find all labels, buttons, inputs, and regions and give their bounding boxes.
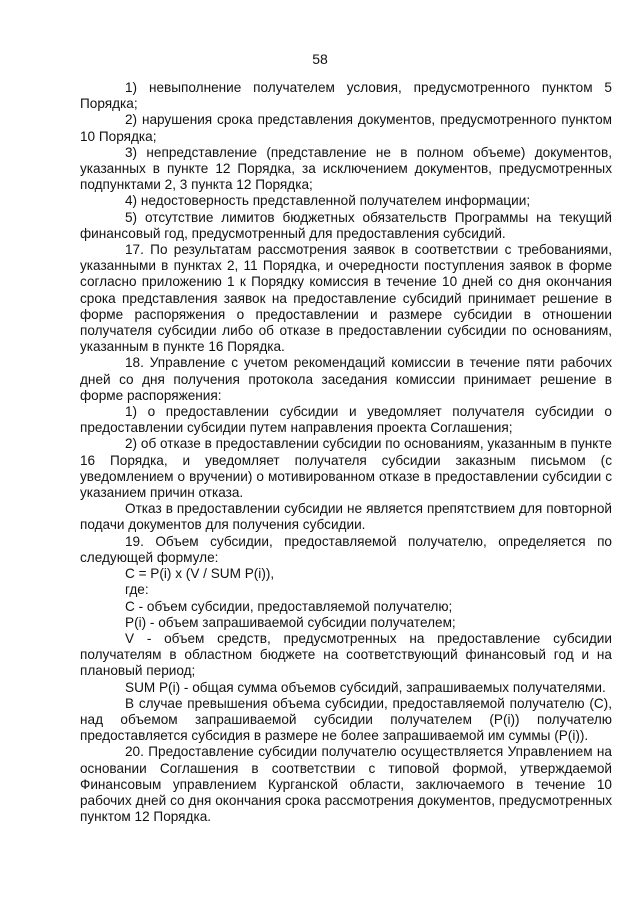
paragraph-excess: В случае превышения объема субсидии, предоставляемой получателю (C), над объемом запрашиваемой субсидии получателем (P(i)) получателю предоставляется субсидия в размере не более запрашиваемой им суммы (P(i)). xyxy=(80,695,612,744)
paragraph-18-item-1: 1) о предоставлении субсидии и уведомляет получателя субсидии о предоставлении субсидии путем направления проекта Соглашения; xyxy=(80,404,612,436)
subsidy-formula: C = P(i) x (V / SUM P(i)), xyxy=(125,566,275,582)
paragraph-reason-5: 5) отсутствие лимитов бюджетных обязательств Программы на текущий финансовый год, предусмотренный для предоставления субсидий. xyxy=(80,209,612,241)
formula-def-pi: P(i) - объем запрашиваемой субсидии получателем; xyxy=(125,614,456,630)
paragraph-reason-3: 3) непредставление (представление не в полном объеме) документов, указанных в пункте 12 Порядка, за исключением документов, предусмотренных подпунктами 2, 3 пункта 12 Порядка; xyxy=(80,144,612,193)
paragraph-17: 17. По результатам рассмотрения заявок в соответствии с требованиями, указанными в пунктах 2, 11 Порядка, и очередности поступления заявок в форме согласно приложению 1 к Порядку комиссия в течение 10 дней со дня окончания срока представления заявок на предоставление субсидий принимает решение в форме распоряжения о предоставлении и размере субсидии в отношении получателя субсидии либо об отказе в предоставлении субсидии по основаниям, указанным в пункте 16 Порядка. xyxy=(80,242,612,355)
formula-def-c: C - объем субсидии, предоставляемой получателю; xyxy=(125,598,453,614)
paragraph-20: 20. Предоставление субсидии получателю осуществляется Управлением на основании Соглашения в соответствии с типовой формой, утверждаемой Финансовым управлением Курганской области, заключаемого в течение 10 рабочих дней со дня окончания срока рассмотрения документов, предусмотренных пунктом 12 Порядка. xyxy=(80,744,612,825)
formula-where: где: xyxy=(125,582,149,598)
paragraph-reason-1: 1) невыполнение получателем условия, предусмотренного пунктом 5 Порядка; xyxy=(80,80,612,112)
paragraph-18-item-2: 2) об отказе в предоставлении субсидии по основаниям, указанным в пункте 16 Порядка, и уведомляет получателя субсидии заказным письмом (с уведомлением о вручении) о мотивированном отказе в предоставлении субсидии с указанием причин отказа. xyxy=(80,436,612,501)
formula-def-sum: SUM P(i) - общая сумма объемов субсидий, запрашиваемых получателями. xyxy=(125,679,606,695)
formula-def-v: V - объем средств, предусмотренных на предоставление субсидии получателям в областном бюджете на соответствующий финансовый год и на плановый период; xyxy=(80,630,612,679)
document-body xyxy=(80,80,612,825)
page-number: 58 xyxy=(312,51,328,67)
paragraph-reason-4: 4) недостоверность представленной получателем информации; xyxy=(125,193,531,209)
paragraph-refusal-note: Отказ в предоставлении субсидии не является препятствием для повторной подачи документов для получения субсидии. xyxy=(80,501,612,533)
paragraph-reason-2: 2) нарушения срока представления документов, предусмотренного пунктом 10 Порядка; xyxy=(80,112,612,144)
paragraph-19: 19. Объем субсидии, предоставляемой получателю, определяется по следующей формуле: xyxy=(80,533,612,565)
paragraph-18: 18. Управление с учетом рекомендаций комиссии в течение пяти рабочих дней со дня получения протокола заседания комиссии принимает решение в форме распоряжения: xyxy=(80,355,612,403)
